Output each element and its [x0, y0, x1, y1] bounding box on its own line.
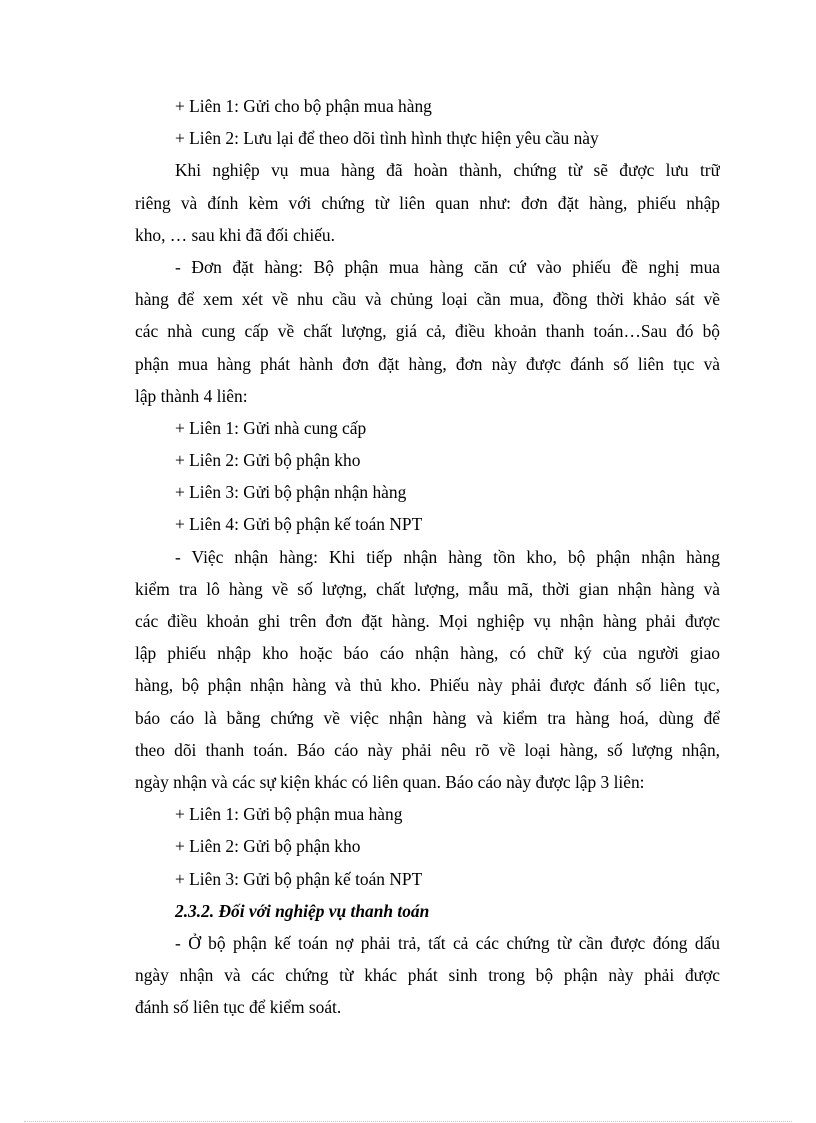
text-line: + Liên 3: Gửi bộ phận kế toán NPT: [175, 868, 423, 889]
text-line: riêng và đính kèm với chứng từ liên quan như: đơn đặt hàng, phiếu nhập: [135, 192, 720, 213]
text-line: đánh số liên tục để kiểm soát.: [135, 997, 342, 1018]
text-line: + Liên 1: Gửi cho bộ phận mua hàng: [175, 96, 432, 116]
text-line: + Liên 1: Gửi bộ phận mua hàng: [175, 804, 403, 825]
text-line: + Liên 3: Gửi bộ phận nhận hàng: [175, 482, 407, 503]
text-line: + Liên 1: Gửi nhà cung cấp: [175, 417, 367, 438]
section-heading: 2.3.2. Đối với nghiệp vụ thanh toán: [175, 900, 430, 921]
text-line: hàng, bộ phận nhận hàng và thủ kho. Phiếu này phải được đánh số liên tục,: [135, 675, 720, 696]
text-line: + Liên 2: Gửi bộ phận kho: [175, 450, 361, 471]
text-line: - Đơn đặt hàng: Bộ phận mua hàng căn cứ vào phiếu đề nghị mua: [175, 256, 720, 277]
text-line: + Liên 4: Gửi bộ phận kế toán NPT: [175, 514, 423, 535]
text-line: ngày nhận và các chứng từ khác phát sinh trong bộ phận này phải được: [135, 965, 720, 986]
text-line: Khi nghiệp vụ mua hàng đã hoàn thành, chứng từ sẽ được lưu trữ: [175, 160, 720, 181]
text-line: báo cáo là bằng chứng về việc nhận hàng và kiểm tra hàng hoá, dùng để: [135, 707, 720, 728]
text-line: lập phiếu nhập kho hoặc báo cáo nhận hàng, có chữ ký của người giao: [135, 643, 720, 664]
text-line: + Liên 2: Gửi bộ phận kho: [175, 836, 361, 857]
text-line: + Liên 2: Lưu lại để theo dõi tình hình thực hiện yêu cầu này: [175, 128, 599, 149]
text-line: các điều khoản ghi trên đơn đặt hàng. Mọi nghiệp vụ nhận hàng phải được: [135, 611, 720, 631]
text-line: phận mua hàng phát hành đơn đặt hàng, đơn này được đánh số liên tục và: [135, 353, 720, 374]
text-line: - Việc nhận hàng: Khi tiếp nhận hàng tồn kho, bộ phận nhận hàng: [175, 546, 720, 567]
text-line: theo dõi thanh toán. Báo cáo này phải nêu rõ về loại hàng, số lượng nhận,: [135, 739, 720, 760]
text-line: ngày nhận và các sự kiện khác có liên quan. Báo cáo này được lập 3 liên:: [135, 771, 645, 792]
text-line: lập thành 4 liên:: [135, 385, 248, 406]
page-bottom-rule: [24, 1121, 792, 1122]
text-line: hàng để xem xét về nhu cầu và chủng loại cần mua, đồng thời khảo sát về: [135, 289, 720, 310]
document-body: [135, 90, 720, 1023]
text-line: - Ở bộ phận kế toán nợ phải trả, tất cả các chứng từ cần được đóng dấu: [175, 932, 720, 953]
text-line: kiểm tra lô hàng về số lượng, chất lượng, mẫu mã, thời gian nhận hàng và: [135, 578, 720, 599]
text-line: các nhà cung cấp về chất lượng, giá cả, điều khoản thanh toán…Sau đó bộ: [135, 321, 720, 342]
text-line: kho, … sau khi đã đối chiếu.: [135, 224, 335, 245]
